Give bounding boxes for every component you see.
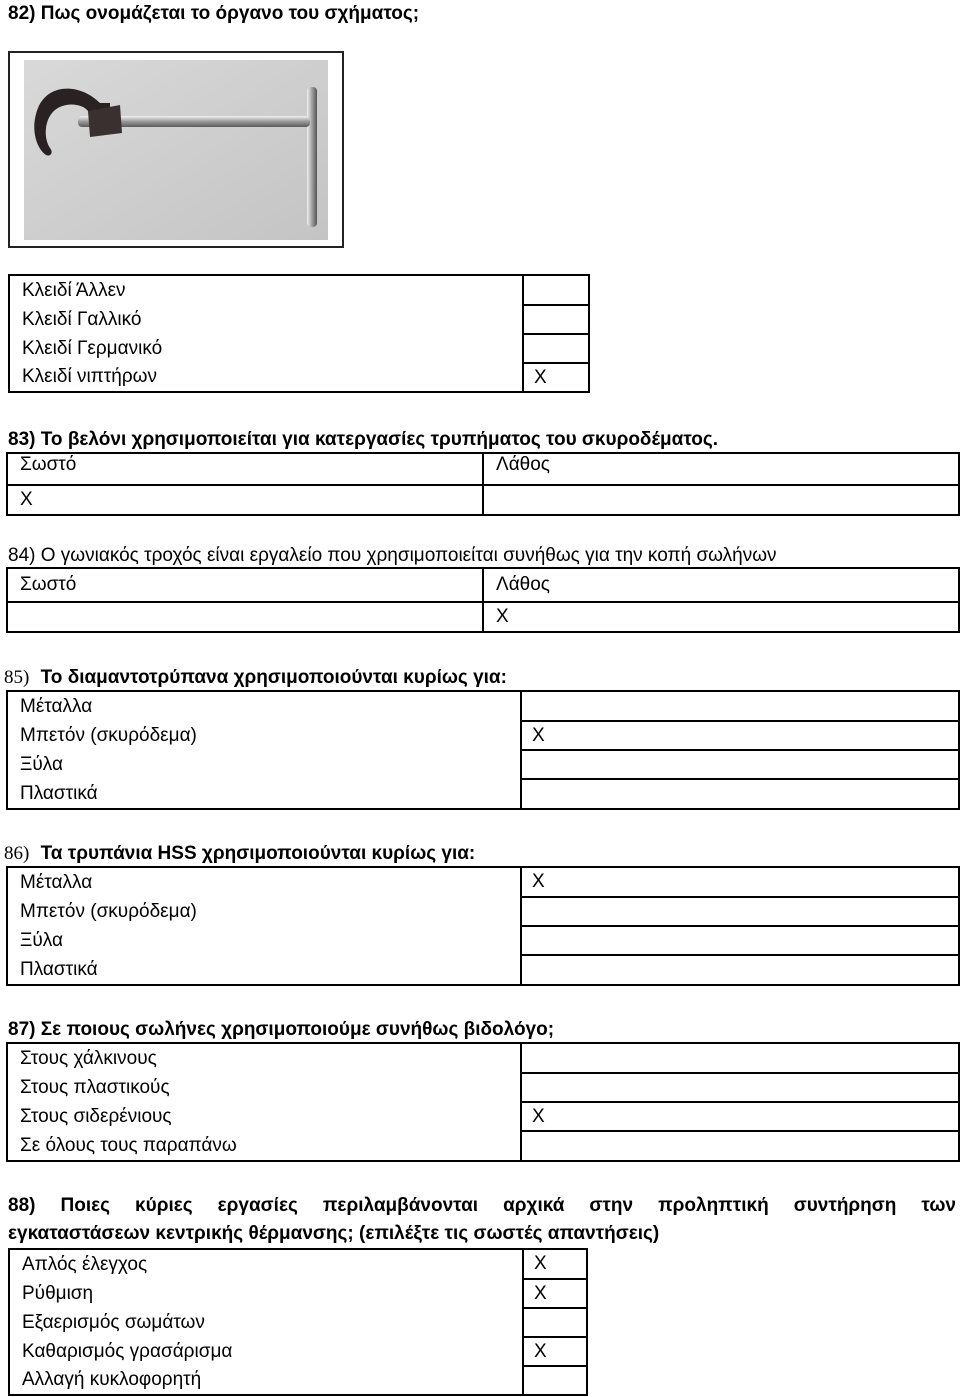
question-88-title-line2: εγκαταστάσεων κεντρικής θέρμανσης; (επιλέξτε τις σωστές απαντήσεις)	[8, 1223, 660, 1244]
option-label: Στους πλαστικούς	[7, 1073, 521, 1102]
option-label: Κλειδί Άλλεν	[9, 275, 523, 305]
answer-mark-cell[interactable]: X	[521, 1102, 959, 1131]
answer-mark-cell[interactable]	[521, 897, 959, 926]
question-86-options	[6, 866, 960, 986]
option-label: Μέταλλα	[7, 867, 521, 897]
question-85-title	[4, 667, 507, 689]
question-82-options	[8, 274, 590, 393]
option-label: Πλαστικά	[7, 779, 521, 809]
option-label: Κλειδί Γερμανικό	[9, 334, 523, 363]
option-label: Σε όλους τους παραπάνω	[7, 1131, 521, 1161]
question-text: Τα τρυπάνια HSS χρησιμοποιούνται κυρίως για:	[40, 843, 476, 864]
question-88-options	[8, 1248, 588, 1396]
tool-image	[8, 51, 344, 248]
answer-mark-cell[interactable]: X	[523, 1249, 587, 1279]
option-label: Στους χάλκινους	[7, 1043, 521, 1073]
question-83-title: 83) Το βελόνι χρησιμοποιείται για κατεργασίες τρυπήματος του σκυροδέματος.	[8, 429, 719, 450]
question-85-options	[6, 690, 960, 810]
answer-mark-cell[interactable]	[523, 1308, 587, 1337]
option-label: Κλειδί νιπτήρων	[9, 363, 523, 392]
answer-mark-cell[interactable]	[521, 779, 959, 809]
answer-mark-cell[interactable]	[521, 750, 959, 779]
false-mark-cell[interactable]: X	[483, 602, 959, 632]
true-label: Σωστό	[7, 453, 483, 485]
answer-mark-cell[interactable]: X	[523, 1279, 587, 1308]
option-label: Καθαρισμός γρασάρισμα	[9, 1337, 523, 1366]
question-87-options	[6, 1042, 960, 1162]
question-number: 85)	[4, 667, 30, 688]
answer-mark-cell[interactable]	[521, 1131, 959, 1161]
question-number: 86)	[4, 843, 30, 864]
question-82-title: 82) Πως ονομάζεται το όργανο του σχήματος;	[8, 3, 420, 24]
false-label: Λάθος	[483, 568, 959, 602]
option-label: Μπετόν (σκυρόδεμα)	[7, 721, 521, 750]
answer-mark-cell[interactable]: X	[523, 363, 589, 392]
question-84-true-false	[6, 567, 960, 633]
answer-mark-cell[interactable]	[521, 955, 959, 985]
option-label: Μέταλλα	[7, 691, 521, 721]
question-84-title: 84) Ο γωνιακός τροχός είναι εργαλείο που χρησιμοποιείται συνήθως για την κοπή σωλήνων	[8, 545, 777, 566]
false-label: Λάθος	[483, 453, 959, 485]
sink-wrench-picture	[10, 53, 342, 246]
answer-mark-cell[interactable]	[523, 1366, 587, 1395]
question-88-title-line1: 88) Ποιες κύριες εργασίες περιλαμβάνονται αρχικά στην προληπτική συντήρηση των	[8, 1195, 956, 1216]
answer-mark-cell[interactable]	[523, 305, 589, 334]
answer-mark-cell[interactable]: X	[523, 1337, 587, 1366]
true-label: Σωστό	[7, 568, 483, 602]
question-87-title: 87) Σε ποιους σωλήνες χρησιμοποιούμε συνήθως βιδολόγο;	[8, 1019, 555, 1040]
option-label: Αλλαγή κυκλοφορητή	[9, 1366, 523, 1395]
answer-mark-cell[interactable]	[521, 691, 959, 721]
false-mark-cell[interactable]	[483, 485, 959, 515]
true-mark-cell[interactable]	[7, 602, 483, 632]
answer-mark-cell[interactable]	[521, 1043, 959, 1073]
question-83-true-false	[6, 452, 960, 516]
question-86-title	[4, 843, 475, 865]
answer-mark-cell[interactable]: X	[521, 721, 959, 750]
option-label: Ξύλα	[7, 926, 521, 955]
option-label: Ξύλα	[7, 750, 521, 779]
option-label: Εξαερισμός σωμάτων	[9, 1308, 523, 1337]
question-text: Το διαμαντοτρύπανα χρησιμοποιούνται κυρίως για:	[40, 667, 507, 688]
answer-mark-cell[interactable]	[521, 926, 959, 955]
option-label: Ρύθμιση	[9, 1279, 523, 1308]
answer-mark-cell[interactable]: X	[521, 867, 959, 897]
option-label: Κλειδί Γαλλικό	[9, 305, 523, 334]
answer-mark-cell[interactable]	[523, 275, 589, 305]
option-label: Πλαστικά	[7, 955, 521, 985]
true-mark-cell[interactable]: X	[7, 485, 483, 515]
option-label: Στους σιδερένιους	[7, 1102, 521, 1131]
option-label: Απλός έλεγχος	[9, 1249, 523, 1279]
option-label: Μπετόν (σκυρόδεμα)	[7, 897, 521, 926]
answer-mark-cell[interactable]	[521, 1073, 959, 1102]
answer-mark-cell[interactable]	[523, 334, 589, 363]
